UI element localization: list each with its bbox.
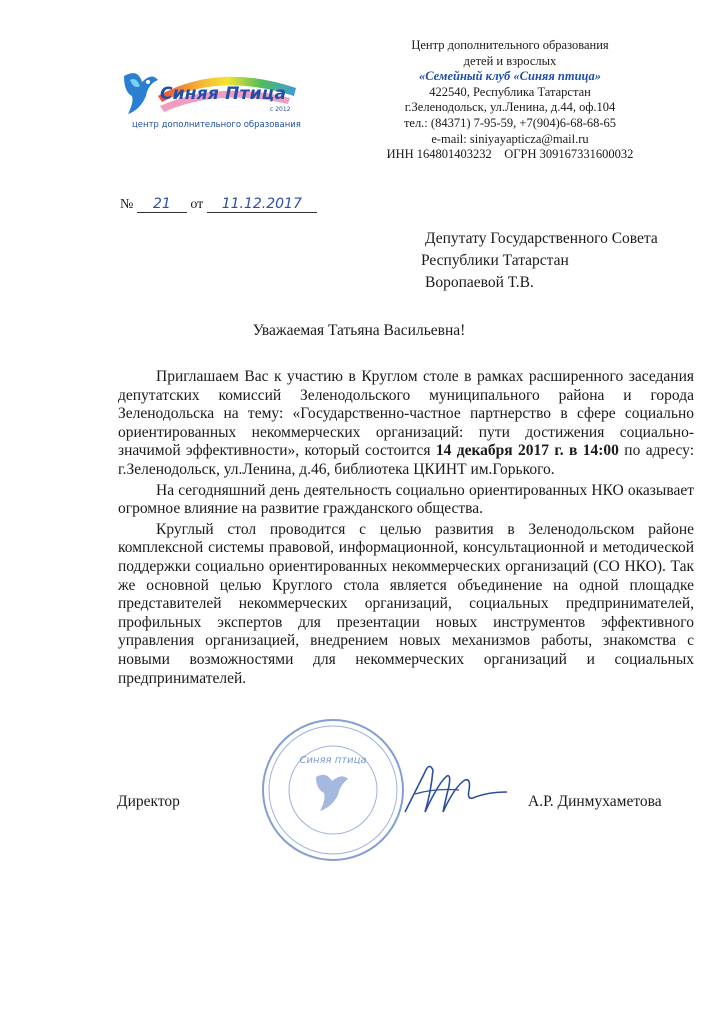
number-label: № — [120, 197, 134, 212]
logo-title: Синяя Птица — [160, 84, 287, 104]
logo-year: с 2012 — [270, 106, 291, 113]
organization-logo — [118, 66, 301, 136]
letter-body — [118, 368, 694, 688]
signer-position: Директор — [117, 793, 180, 810]
signer-name: А.Р. Динмухаметова — [528, 793, 662, 810]
paragraph-2: На сегодняшний день деятельность социально ориентированных НКО оказывает огромное влияние на развитие гражданского общества. — [118, 481, 694, 518]
date-label: от — [190, 197, 204, 212]
org-phone: тел.: (84371) 7-95-59, +7(904)6-68-68-65 — [403, 115, 617, 130]
document-number: 21 — [137, 196, 187, 213]
greeting: Уважаемая Татьяна Васильевна! — [252, 322, 466, 339]
org-email: e-mail: siniyayapticza@mail.ru — [431, 131, 589, 146]
document-date: 11.12.2017 — [207, 196, 317, 213]
addressee-block — [421, 228, 658, 294]
addressee-line3: Воропаевой Т.В. — [425, 274, 534, 291]
org-address1: 422540, Республика Татарстан — [429, 84, 591, 99]
paragraph-1 — [118, 368, 694, 480]
addressee-line2: Республики Татарстан — [421, 252, 569, 269]
org-line1: Центр дополнительного образования — [411, 38, 609, 52]
org-line2: детей и взрослых — [463, 53, 557, 68]
org-club-name: «Семейный клуб «Синяя птица» — [419, 69, 601, 84]
stamp-bird-icon — [316, 775, 348, 811]
paragraph-1-start: Приглашаем Вас к участию в Круглом столе в рамках расширенного заседания депутатских комиссий Зеленодольского муниципального района и города Зеленодольска на тему: «Государственно-частное партнерство в сфере социально ориентированных некоммерческих организаций: пути достижения социально-значимой эффективности», который состоится — [118, 368, 694, 460]
org-address2: г.Зеленодольск, ул.Ленина, д.44, оф.104 — [404, 100, 616, 115]
logo-subtitle: центр дополнительного образования — [132, 120, 301, 130]
paragraph-1-end: по адресу: г.Зеленодольск, ул.Ленина, д.46, библиотека ЦКИНТ им.Горького. — [118, 442, 695, 478]
stamp-center-text: Синяя птица — [299, 755, 367, 766]
official-stamp — [258, 715, 408, 865]
organization-header — [360, 38, 660, 163]
signature-icon — [395, 752, 515, 832]
document-number-line — [120, 196, 317, 213]
paragraph-3: Круглый стол проводится с целью развития в Зеленодольском районе комплексной системы правовой, информационной, консультационной и методической поддержки социально ориентированных некоммерческих организаций (СО НКО). Так же основной целью Круглого стола является объединение на одной площадке представителей некоммерческих организаций, социальных предпринимателей, профильных экспертов для презентации новых инструментов эффективного управления организацией, внедрением новых механизмов работы, знакомства с новыми возможностями для некоммерческих организаций и социальных предпринимателей. — [118, 520, 694, 687]
org-ids: ИНН 164801403232 ОГРН 309167331600032 — [386, 147, 634, 162]
event-datetime: 14 декабря 2017 г. в 14:00 — [435, 442, 619, 460]
addressee-line1: Депутату Государственного Совета — [425, 230, 658, 247]
